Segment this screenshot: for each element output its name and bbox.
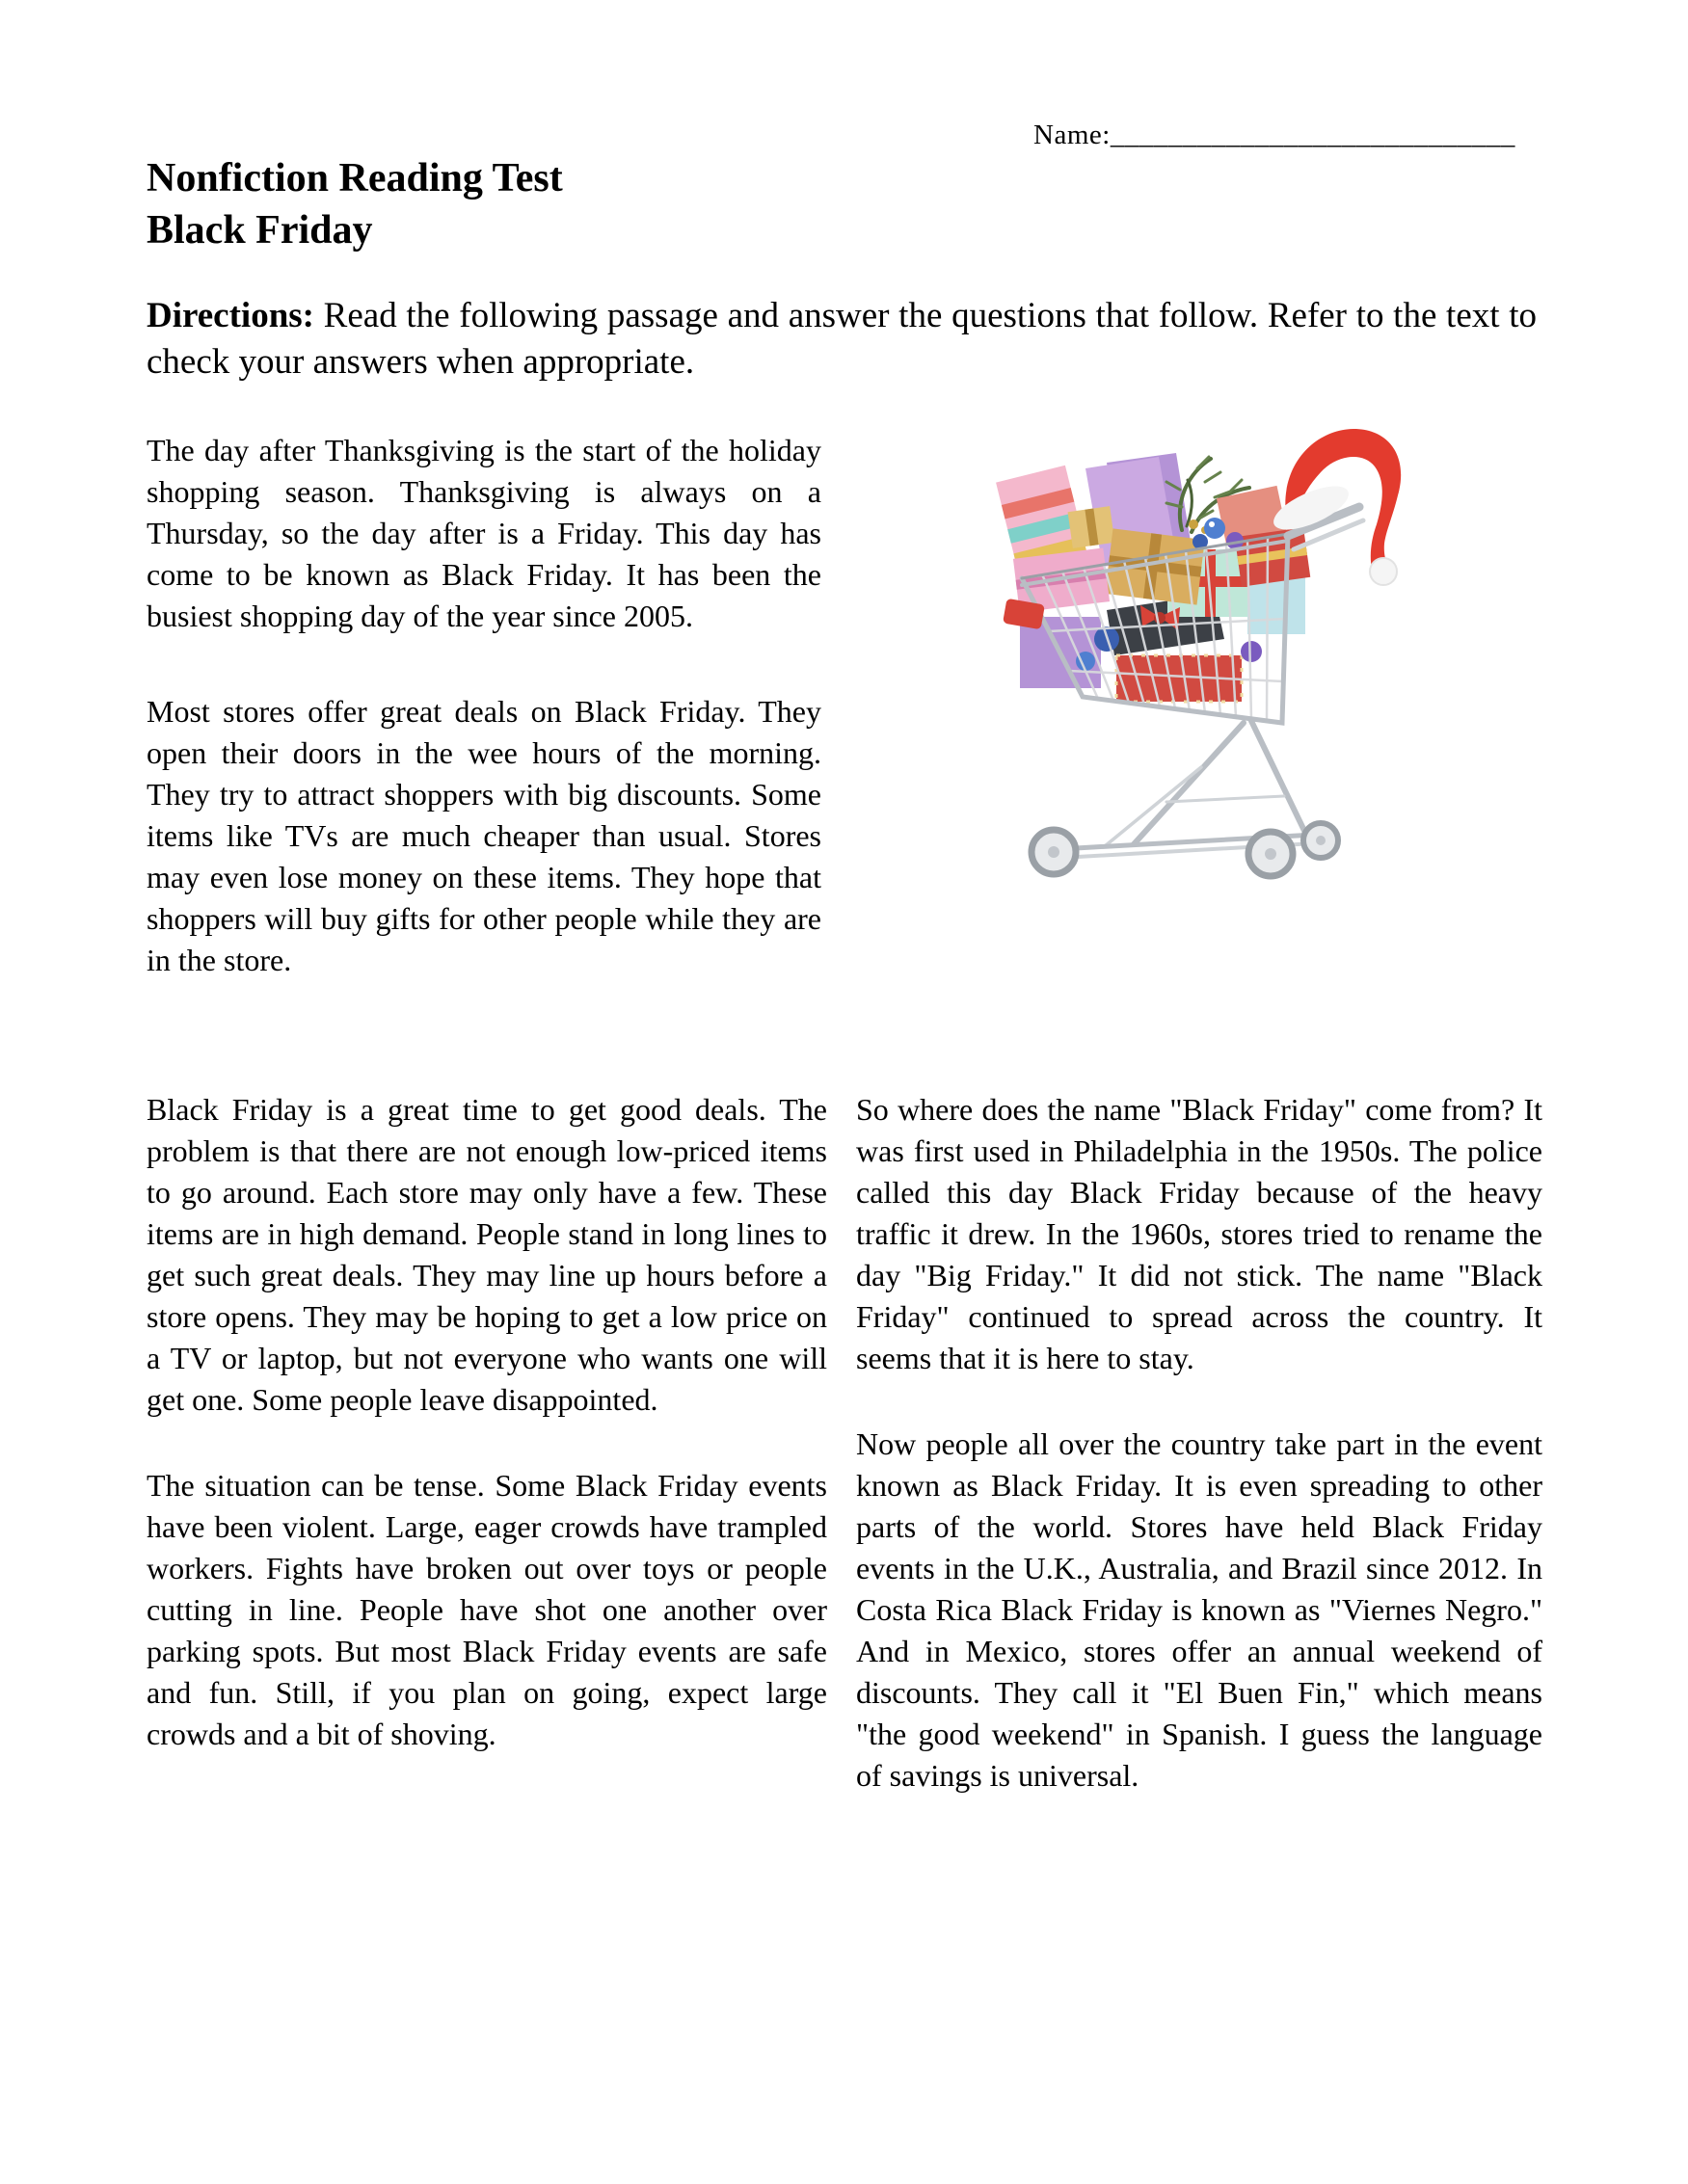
paragraph-1: The day after Thanksgiving is the start of the holiday shopping season. Thanksgiving is always on a Thursday, so the day after is a Friday. This day has come to be known as Black Friday. It has been the busiest shopping day of the year since 2005. <box>147 433 821 633</box>
shopping-cart-illustration <box>962 413 1410 885</box>
paragraph-4: The situation can be tense. Some Black Friday events have been violent. Large, eager crowds have trampled workers. Fights have broken out over toys or people cutting in line. People have shot one another over parking spots. But most Black Friday events are safe and fun. Still, if you plan on going, expect large crowds and a bit of shoving. <box>147 1468 827 1751</box>
passage-column-left-bottom <box>147 1089 827 1799</box>
directions-label: Directions: <box>147 296 314 335</box>
passage-column-left-top <box>147 430 821 1035</box>
directions-text: Read the following passage and answer the questions that follow. Refer to the text to check your answers when appropriate. <box>147 296 1537 382</box>
paragraph-2: Most stores offer great deals on Black Friday. They open their doors in the wee hours of the morning. They try to attract shoppers with big discounts. Some items like TVs are much cheaper than usual. Stores may even lose money on these items. They hope that shoppers will buy gifts for other people while they are in the store. <box>147 694 821 977</box>
paragraph-6: Now people all over the country take part in the event known as Black Friday. It is even spreading to other parts of the world. Stores have held Black Friday events in the U.K., Australia, and Brazil since 2012. In Costa Rica Black Friday is known as "Viernes Negro." And in Mexico, stores offer an annual weekend of discounts. They call it "El Buen Fin," which means "the good weekend" in Spanish. I guess the language of savings is universal. <box>856 1426 1542 1793</box>
title-line-2: Black Friday <box>147 208 373 253</box>
paragraph-5: So where does the name "Black Friday" come from? It was first used in Philadelphia in the 1950s. The police called this day Black Friday because of the heavy traffic it drew. In the 1960s, stores tried to rename the day "Big Friday." It did not stick. The name "Black Friday" continued to spread across the country. It seems that it is here to stay. <box>856 1092 1542 1375</box>
page-title <box>147 152 563 256</box>
paragraph-3: Black Friday is a great time to get good deals. The problem is that there are not enough low-priced items to go around. Each store may only have a few. These items are in high demand. People stand in long lines to get such great deals. They may line up hours before a store opens. They may be hoping to get a low price on a TV or laptop, but not everyone who wants one will get one. Some people leave disappointed. <box>147 1092 827 1417</box>
hat-pom-pom <box>1370 558 1397 585</box>
caster-wheel <box>1303 823 1338 858</box>
front-wheel <box>1248 832 1293 876</box>
name-blank-line: ____________________________ <box>1110 120 1515 150</box>
small-gold-gift <box>1068 506 1115 548</box>
title-line-1: Nonfiction Reading Test <box>147 156 563 200</box>
directions <box>147 293 1537 386</box>
blue-ornament <box>1204 518 1225 539</box>
name-row <box>1033 120 1515 151</box>
rear-wheel <box>1032 830 1076 874</box>
passage-column-right <box>856 1089 1542 1841</box>
name-label: Name: <box>1033 120 1111 150</box>
